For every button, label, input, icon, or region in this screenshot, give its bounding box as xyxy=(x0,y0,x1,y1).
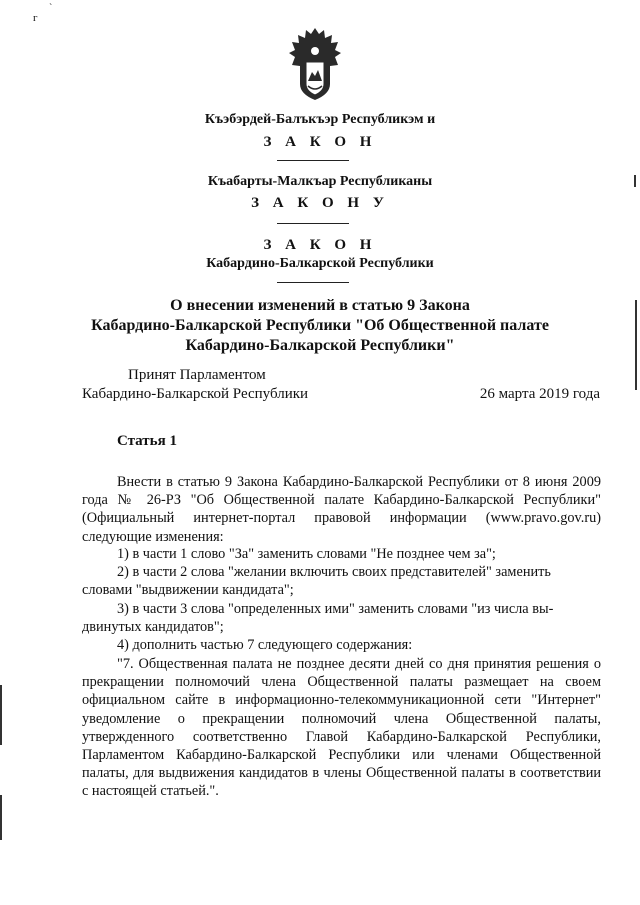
scan-margin-mark xyxy=(634,175,636,187)
amendment-item-4: 4) дополнить частью 7 следующего содержания: xyxy=(117,637,413,653)
new-part-7-text: "7. Общественная палата не позднее десяти дней со дня принятия решения о прекращении полномочий члена Общественной палаты размещает на своем официальном сайте в информационно-телекоммуникационной сети "Интернет" уведомление о прекращении полномочий члена Общественной палаты, утвержденного соответственно Главой Кабардино-Балкарской Республики, Парламентом Кабардино-Балкарской Республики или членами Общественной палаты, для выдвижения кандидатов в члены Общественной палаты в соответствии с настоящей статьей.". xyxy=(82,656,601,800)
scan-margin-mark xyxy=(0,685,2,745)
coat-of-arms-emblem xyxy=(286,26,344,102)
law-title-line-1: О внесении изменений в статью 9 Закона xyxy=(170,297,470,314)
amendment-item-3: 3) в части 3 слова "определенных ими" заменить словами "из числа вы- xyxy=(117,601,554,617)
law-title-line-2: Кабардино-Балкарской Республики "Об Общественной палате xyxy=(91,317,549,334)
amendment-item-1: 1) в части 1 слово "За" заменить словами "Не позднее чем за"; xyxy=(117,546,496,562)
header-divider xyxy=(277,223,349,224)
law-title-line-3: Кабардино-Балкарской Республики" xyxy=(185,337,455,354)
scan-speck: ` xyxy=(49,3,53,14)
km-republic-line: Къабарты-Малкъар Республиканы xyxy=(207,174,433,189)
article-intro: Внести в статью 9 Закона Кабардино-Балкарской Республики от 8 июня 2009 года № 26-РЗ "Об Общественной палате Кабардино-Балкарской Республики" (Официальный интернет-портал правовой информации (www.pravo.gov.ru) следующие изменения: xyxy=(82,474,601,545)
header-divider xyxy=(277,160,349,161)
amendment-item-3-cont: двинутых кандидатов"; xyxy=(82,619,224,635)
amendment-item-2-cont: словами "выдвижении кандидата"; xyxy=(82,582,294,598)
scan-speck: г xyxy=(33,12,38,24)
adoption-date: 26 марта 2019 года xyxy=(479,386,600,402)
kbr-republic-line: Къэбэрдей-Балъкъэр Республикэм и xyxy=(204,112,436,127)
km-law-heading: З А К О Н У xyxy=(251,195,389,211)
adopted-by-line-1: Принят Парламентом xyxy=(128,367,266,383)
article-heading: Статья 1 xyxy=(117,433,177,449)
kbr-law-heading: З А К О Н xyxy=(263,134,377,150)
header-divider xyxy=(277,282,349,283)
ru-law-heading: З А К О Н xyxy=(263,237,377,253)
scan-margin-mark xyxy=(0,795,2,840)
adopted-by-line-2: Кабардино-Балкарской Республики xyxy=(82,386,309,402)
amendment-item-2: 2) в части 2 слова "желании включить своих представителей" заменить xyxy=(117,564,551,580)
scan-margin-mark xyxy=(635,300,637,390)
ru-republic-line: Кабардино-Балкарской Республики xyxy=(206,256,434,271)
